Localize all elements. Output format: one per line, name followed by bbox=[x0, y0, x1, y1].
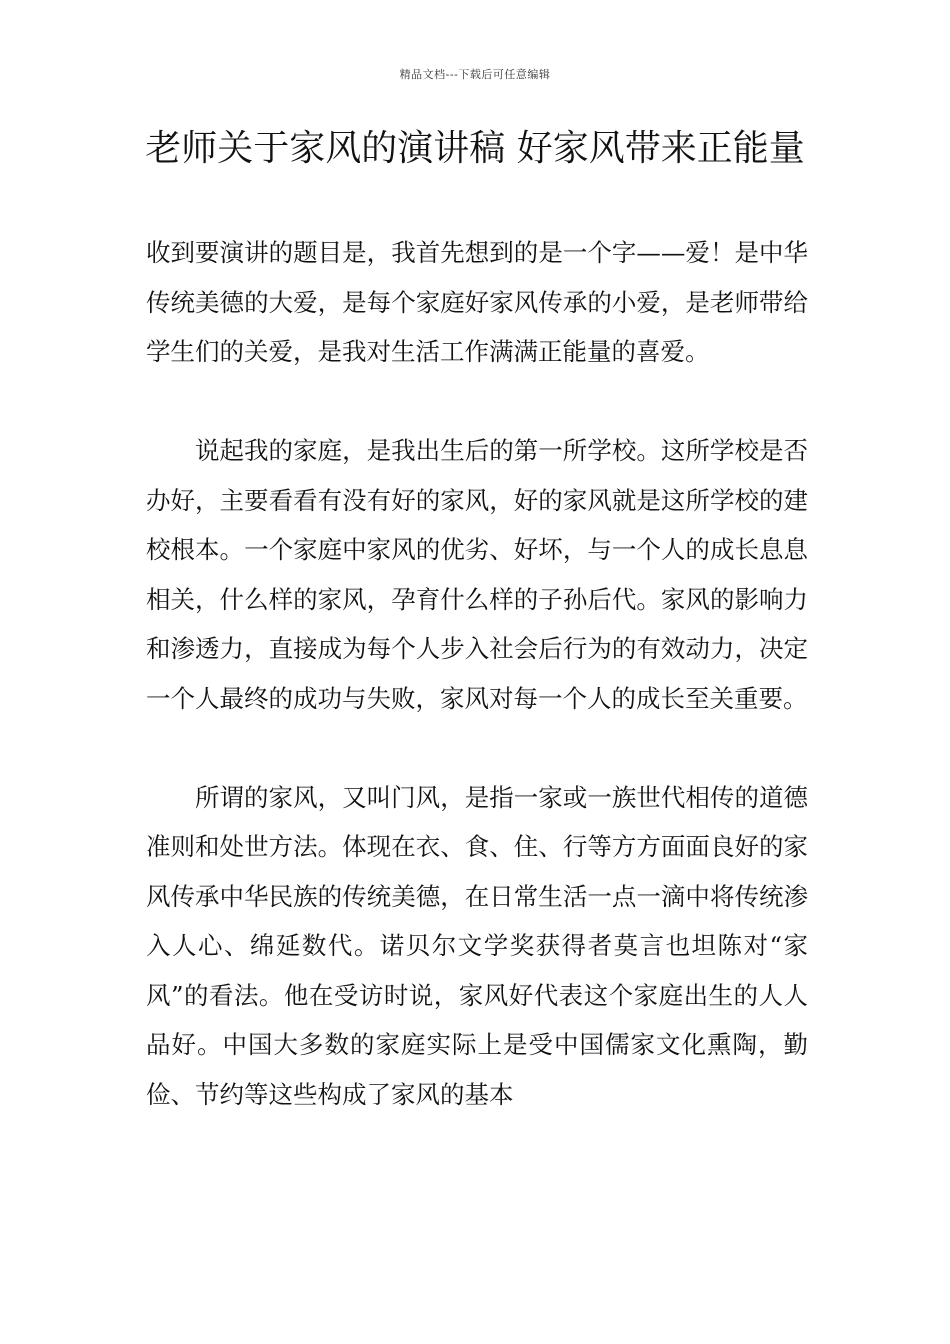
paragraph-3: 所谓的家风，又叫门风，是指一家或一族世代相传的道德准则和处世方法。体现在衣、食、住、行等方方面面良好的家风传承中华民族的传统美德，在日常生活一点一滴中将传统渗入人心、绵延数代。诺贝尔文学奖获得者莫言也坦陈对“家风”的看法。他在受访时说，家风好代表这个家庭出生的人人品好。中国大多数的家庭实际上是受中国儒家文化熏陶，勤俭、节约等这些构成了家风的基本 bbox=[146, 782, 808, 1109]
document-title: 老师关于家风的演讲稿 好家风带来正能量 bbox=[145, 128, 805, 169]
paragraph-2: 说起我的家庭，是我出生后的第一所学校。这所学校是否办好，主要看看有没有好的家风，好的家风就是这所学校的建校根本。一个家庭中家风的优劣、好坏，与一个人的成长息息相关，什么样的家风，孕育什么样的子孙后代。家风的影响力和渗透力，直接成为每个人步入社会后行为的有效动力，决定一个人最终的成功与失败，家风对每一个人的成长至关重要。 bbox=[146, 436, 808, 713]
document-body bbox=[146, 228, 808, 1119]
paragraph-1: 收到要演讲的题目是，我首先想到的是一个字——爱！是中华传统美德的大爱，是每个家庭好家风传承的小爱，是老师带给学生们的关爱，是我对生活工作满满正能量的喜爱。 bbox=[146, 238, 808, 366]
header-note: 精品文档---下载后可任意编辑 bbox=[399, 68, 551, 81]
